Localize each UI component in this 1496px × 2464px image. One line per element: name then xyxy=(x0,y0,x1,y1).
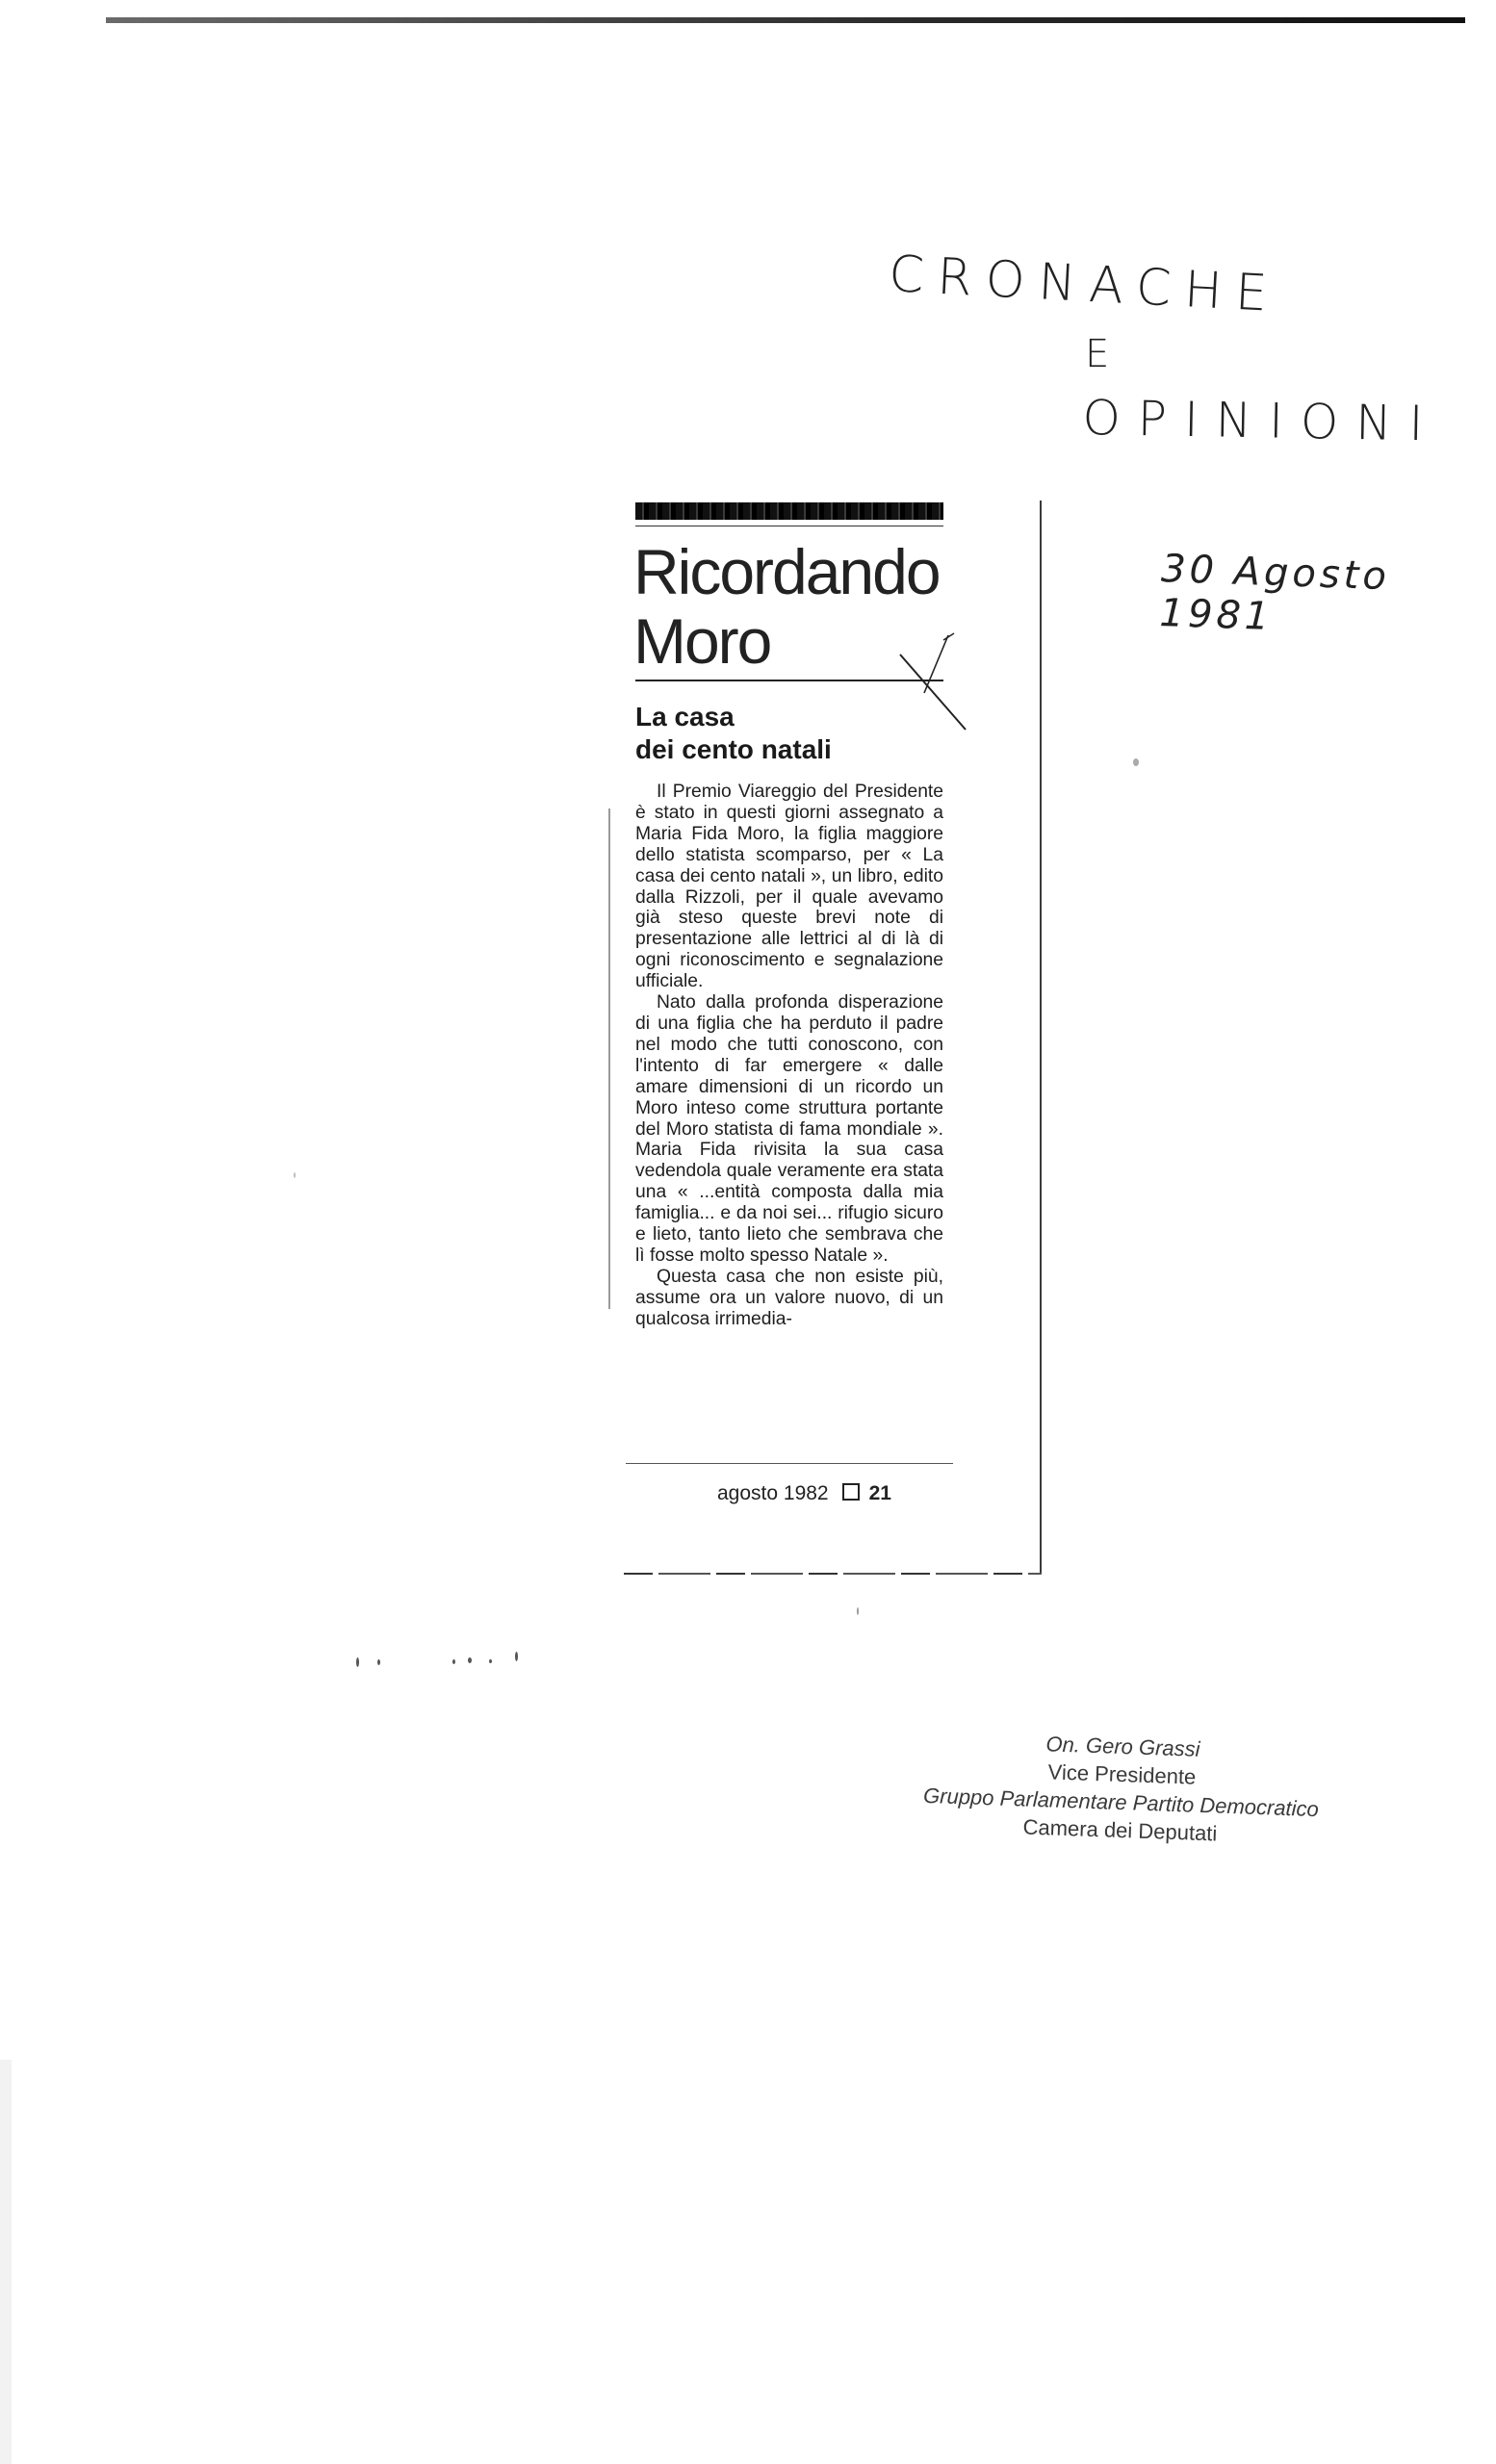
scan-speck xyxy=(377,1659,380,1665)
subhead-line1: La casa xyxy=(635,702,735,732)
newspaper-clipping xyxy=(616,491,1049,1588)
article-paragraph: Questa casa che non esiste più, assume ora un valore nuovo, di un qualcosa irrimedia- xyxy=(635,1266,943,1329)
scan-speck xyxy=(356,1657,359,1667)
stamp-role: Vice Presidente xyxy=(1047,1759,1197,1789)
scan-shadow xyxy=(0,2060,12,2464)
clipping-header-bar xyxy=(635,502,943,520)
handwritten-title-line1: CRONACHE xyxy=(887,245,1282,324)
square-icon xyxy=(842,1483,860,1501)
scan-speck xyxy=(857,1607,859,1615)
subhead-line2: dei cento natali xyxy=(635,734,832,764)
page-footer xyxy=(717,1482,967,1505)
scan-speck xyxy=(515,1652,518,1661)
stamp-name: On. Gero Grassi xyxy=(1045,1732,1200,1761)
scanner-top-edge xyxy=(106,17,1465,23)
article-paragraph: Nato dalla profonda disperazione di una figlia che ha perduto il padre nel modo che tutti conoscono, con l'intento di far emergere « dalle amare dimensioni di un ricordo un Moro inteso come struttura portante del Moro statista di fama mondiale ». Maria Fida rivisita la sua casa vedendola quale veramente era stata una « ...entità composta dalla mia famiglia... e da noi sei... rifugio sicuro e lieto, tanto lieto che sembrava che lì fosse molto spesso Natale ». xyxy=(635,992,943,1266)
article-paragraph: Il Premio Viareggio del Presidente è stato in questi giorni assegnato a Maria Fida Moro, la figlia maggiore dello statista scomparso, per « La casa dei cento natali », un libro, edito dalla Rizzoli, per il quale avevamo già steso queste brevi note di presentazione alle lettrici al di là di ogni riconoscimento e segnalazione ufficiale. xyxy=(635,782,943,992)
headline-line2: Moro xyxy=(633,605,771,677)
scan-speck xyxy=(489,1659,492,1663)
handwritten-title-line3: OPINIONI xyxy=(1081,390,1441,452)
stamp-chamber: Camera dei Deputati xyxy=(1022,1814,1218,1846)
page-number: 21 xyxy=(868,1482,891,1504)
clipping-left-edge xyxy=(608,808,610,1309)
footer-rule xyxy=(626,1463,953,1464)
scan-speck xyxy=(468,1657,472,1663)
clipping-bottom-edge xyxy=(624,1573,1042,1575)
footer-date: agosto 1982 xyxy=(717,1482,829,1504)
scan-speck xyxy=(452,1659,455,1664)
article-subheading xyxy=(635,701,886,766)
deputy-stamp xyxy=(913,1726,1330,1852)
handwritten-date: 30 Agosto 1981 xyxy=(1158,547,1391,640)
handwritten-title-line2: E xyxy=(1085,332,1110,376)
scan-speck xyxy=(294,1172,296,1178)
headline-line1: Ricordando xyxy=(633,536,940,607)
stamp-group: Gruppo Parlamentare Partito Democratico xyxy=(922,1783,1320,1822)
scan-speck xyxy=(1133,758,1139,766)
pen-x-mark-icon xyxy=(890,626,967,732)
article-body xyxy=(635,782,943,1330)
